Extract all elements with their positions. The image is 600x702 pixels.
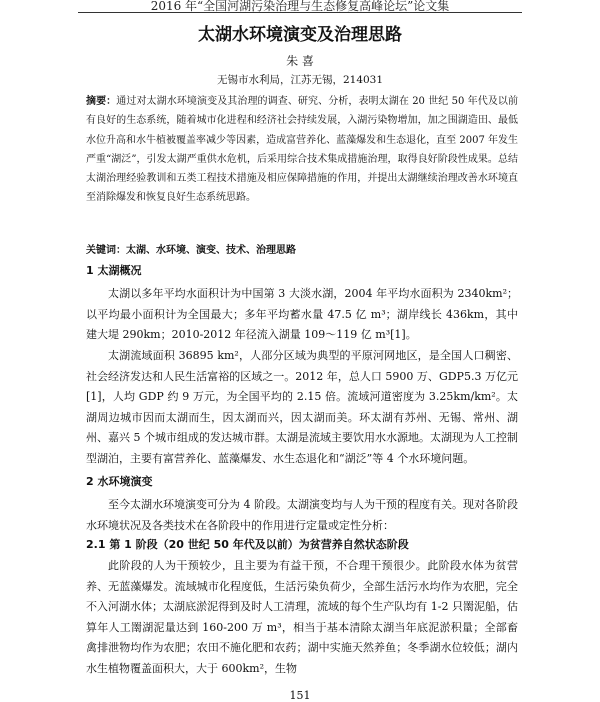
header-rule [78,12,522,13]
paper-title: 太湖水环境演变及治理思路 [198,25,402,45]
section-heading-2: 2 水环境演变 [86,475,153,488]
abstract-label: 摘要： [86,96,117,107]
abstract-text: 通过对太湖水环境演变及其治理的调查、研究、分析，表明太湖在 20 世纪 50 年代及以前有良好的生态系统，随着城市化进程和经济社会持续发展，入湖污染物增加，加之围湖造田、最低水位升高和水牛植被覆盖率减少等因素，造成富营养化、蓝藻爆发和生态退化，直至 2007 年发生严重“湖泛”，引发太湖严重供水危机，后采用综合技术集成措施治理，取得良好阶段性成果。总结太湖治理经验教训和五类工程技术措施及相应保障措施的作用，并提出太湖继续治理改善水环境直至消除爆发和恢复良好生态系统思路。 [86,96,518,204]
keywords-text: 太湖、水环境、演变、技术、治理思路 [126,245,296,256]
affiliation: 无锡市水利局，江苏无锡，214031 [216,74,384,86]
subsection-heading: 2.1 第 1 阶段（20 世纪 50 年代及以前）为贫营养自然状态阶段 [86,538,409,551]
section-1-paragraph-2: 太湖流域面积 36895 km²，人邵分区域为典型的平原河网地区，是全国人口稠密、社会经济发达和人民生活富裕的区域之一。2012 年，总人口 5900 万、GDP5.3 万亿元[1]，人均 GDP 约 9 万元，为全国平均的 2.15 倍。流域河道密度为 3.25km/km²。太湖周边城市因而太湖而生，因太湖而兴，因太湖而美。环太湖有苏州、无锡、常州、湖州、嘉兴 5 个城市组成的发达城市群。太湖是流域主要饮用水水源地。太湖现为人工控制型湖泊，主要有富营养化、蓝藻爆发、水生态退化和“湖泛”等 4 个水环境问题。 [86,349,518,465]
section-heading-1: 1 太湖概况 [86,264,142,277]
author: 朱 喜 [286,54,314,68]
running-header: 2016 年“全国河湖污染治理与生态修复高峰论坛”论文集 [150,0,450,13]
keywords [86,244,518,258]
page-number: 151 [289,689,311,702]
section-2-paragraph-1: 至今太湖水环境演变可分为 4 阶段。太湖演变均与人为干预的程度有关。现对各阶段水环境状况及各类技术在各阶段中的作用进行定量或定性分析： [86,498,518,532]
section-1-paragraph-1: 太湖以多年平均水面积计为中国第 3 大淡水湖，2004 年平均水面积为 2340km²；以平均最小面积计为全国最大；多年平均蓄水量 47.5 亿 m³；湖岸线长 436km，其中建大堤 290km；2010-2012 年径流入湖量 109～119 亿 m³[1]。 [86,287,518,341]
subsection-paragraph: 此阶段的人为干预较少，且主要为有益干预，不合理干预很少。此阶段水体为贫营养、无蓝藻爆发。流域城市化程度低，生活污染负荷少，全部生活污水均作为农肥，完全不入河湖水体；太湖底淤泥得到及时人工清理，流域的每个生产队均有 1-2 只罱泥船，估算年人工罱湖泥量达到 160-200 万 m³，相当于基本清除太湖当年底泥淤积量；全部畜禽排泄物均作为农肥；农田不施化肥和农药；湖中实施天然养鱼；冬季湖水位较低；湖内水生植物覆盖面积大，大于 600km²，生物 [86,559,518,675]
keywords-label: 关键词： [86,245,126,256]
abstract [86,92,518,208]
